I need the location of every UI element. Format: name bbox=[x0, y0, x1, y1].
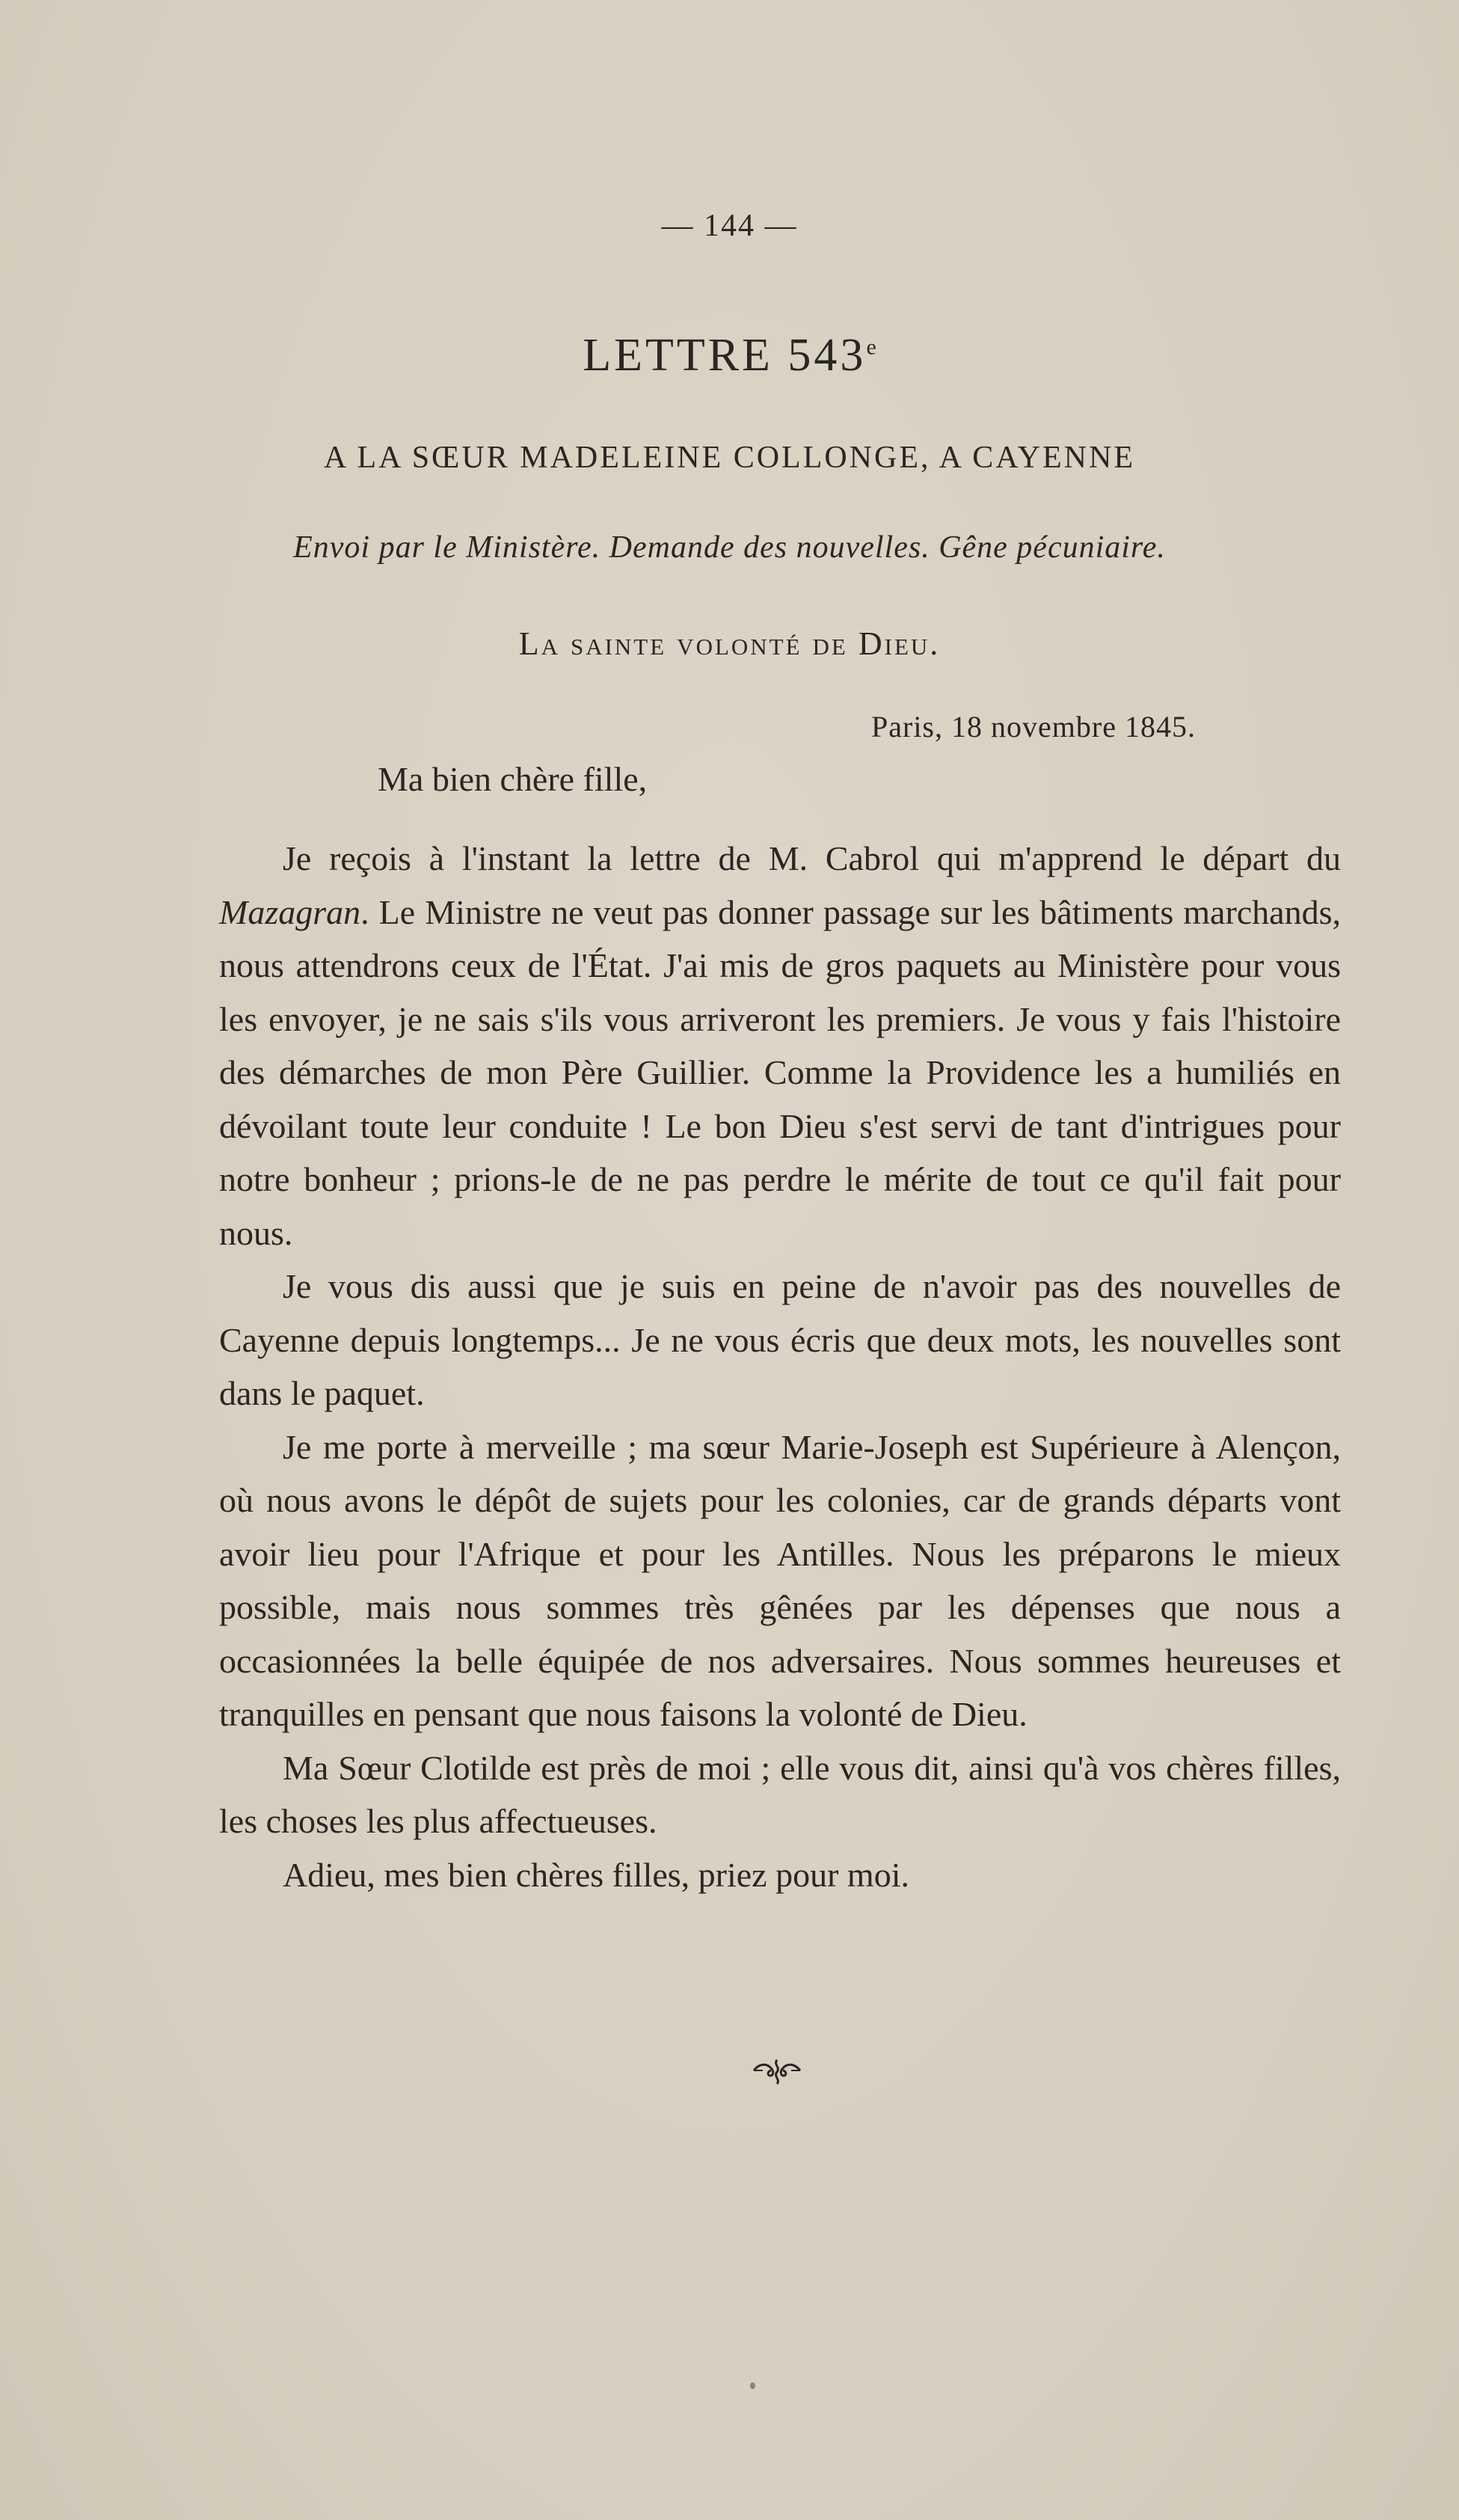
paper-speck bbox=[750, 2382, 755, 2389]
paragraph: Je vous dis aussi que je suis en peine de n'avoir pas des nouvelles de Cayenne depuis longtemps... Je ne vous écris que deux mots, les nouvelles sont dans le paquet. bbox=[219, 1267, 1341, 1412]
paragraph: Ma Sœur Clotilde est près de moi ; elle vous dit, ainsi qu'à vos chères filles, les choses les plus affectueuses. bbox=[219, 1748, 1341, 1840]
letter-summary: Envoi par le Ministère. Demande des nouvelles. Gêne pécuniaire. bbox=[293, 530, 1166, 565]
letter-theme: La sainte volonté de Dieu. bbox=[518, 625, 941, 662]
letter-title-superscript: e bbox=[866, 334, 876, 360]
paragraph-text: . Le Ministre ne veut pas donner passage sur les bâtiments marchands, nous attendrons ceux de l'État. J'ai mis de gros paquets au Ministère pour vous les envoyer, je ne sais s'ils vous arriveront les premiers. Je vous y fais l'histoire des démarches de mon Père Guillier. Comme la Providence les a humiliés en dévoilant toute leur conduite ! Le bon Dieu s'est servi de tant d'intrigues pour notre bonheur ; prions-le de ne pas perdre le mérite de tout ce qu'il fait pour nous. bbox=[219, 892, 1341, 1252]
page-number: — 144 — bbox=[661, 209, 798, 243]
paragraph: Adieu, mes bien chères filles, priez pour moi. bbox=[283, 1855, 909, 1894]
letter-title-text: LETTRE 543 bbox=[583, 330, 867, 381]
end-ornament-icon bbox=[751, 2055, 803, 2085]
letter-recipient: A LA SŒUR MADELEINE COLLONGE, A CAYENNE bbox=[324, 441, 1135, 475]
ship-name: Mazagran bbox=[219, 892, 361, 931]
letter-title bbox=[0, 329, 1459, 382]
letter-salutation: Ma bien chère fille, bbox=[378, 760, 648, 798]
paragraph bbox=[219, 832, 1341, 1260]
paragraph-text: Je reçois à l'instant la lettre de M. Cabrol qui m'apprend le départ du bbox=[283, 839, 1341, 877]
paragraph: Je me porte à merveille ; ma sœur Marie-Joseph est Supérieure à Alençon, où nous avons le dépôt de sujets pour les colonies, car de grands départs vont avoir lieu pour l'Afrique et pour les Antilles. Nous les préparons le mieux possible, mais nous sommes très gênées par les dépenses que nous a occasionnées la belle équipée de nos adversaires. Nous sommes heureuses et tranquilles en pensant que nous faisons la volonté de Dieu. bbox=[219, 1427, 1341, 1733]
letter-dateline: Paris, 18 novembre 1845. bbox=[871, 710, 1196, 744]
letter-body bbox=[219, 832, 1341, 1901]
